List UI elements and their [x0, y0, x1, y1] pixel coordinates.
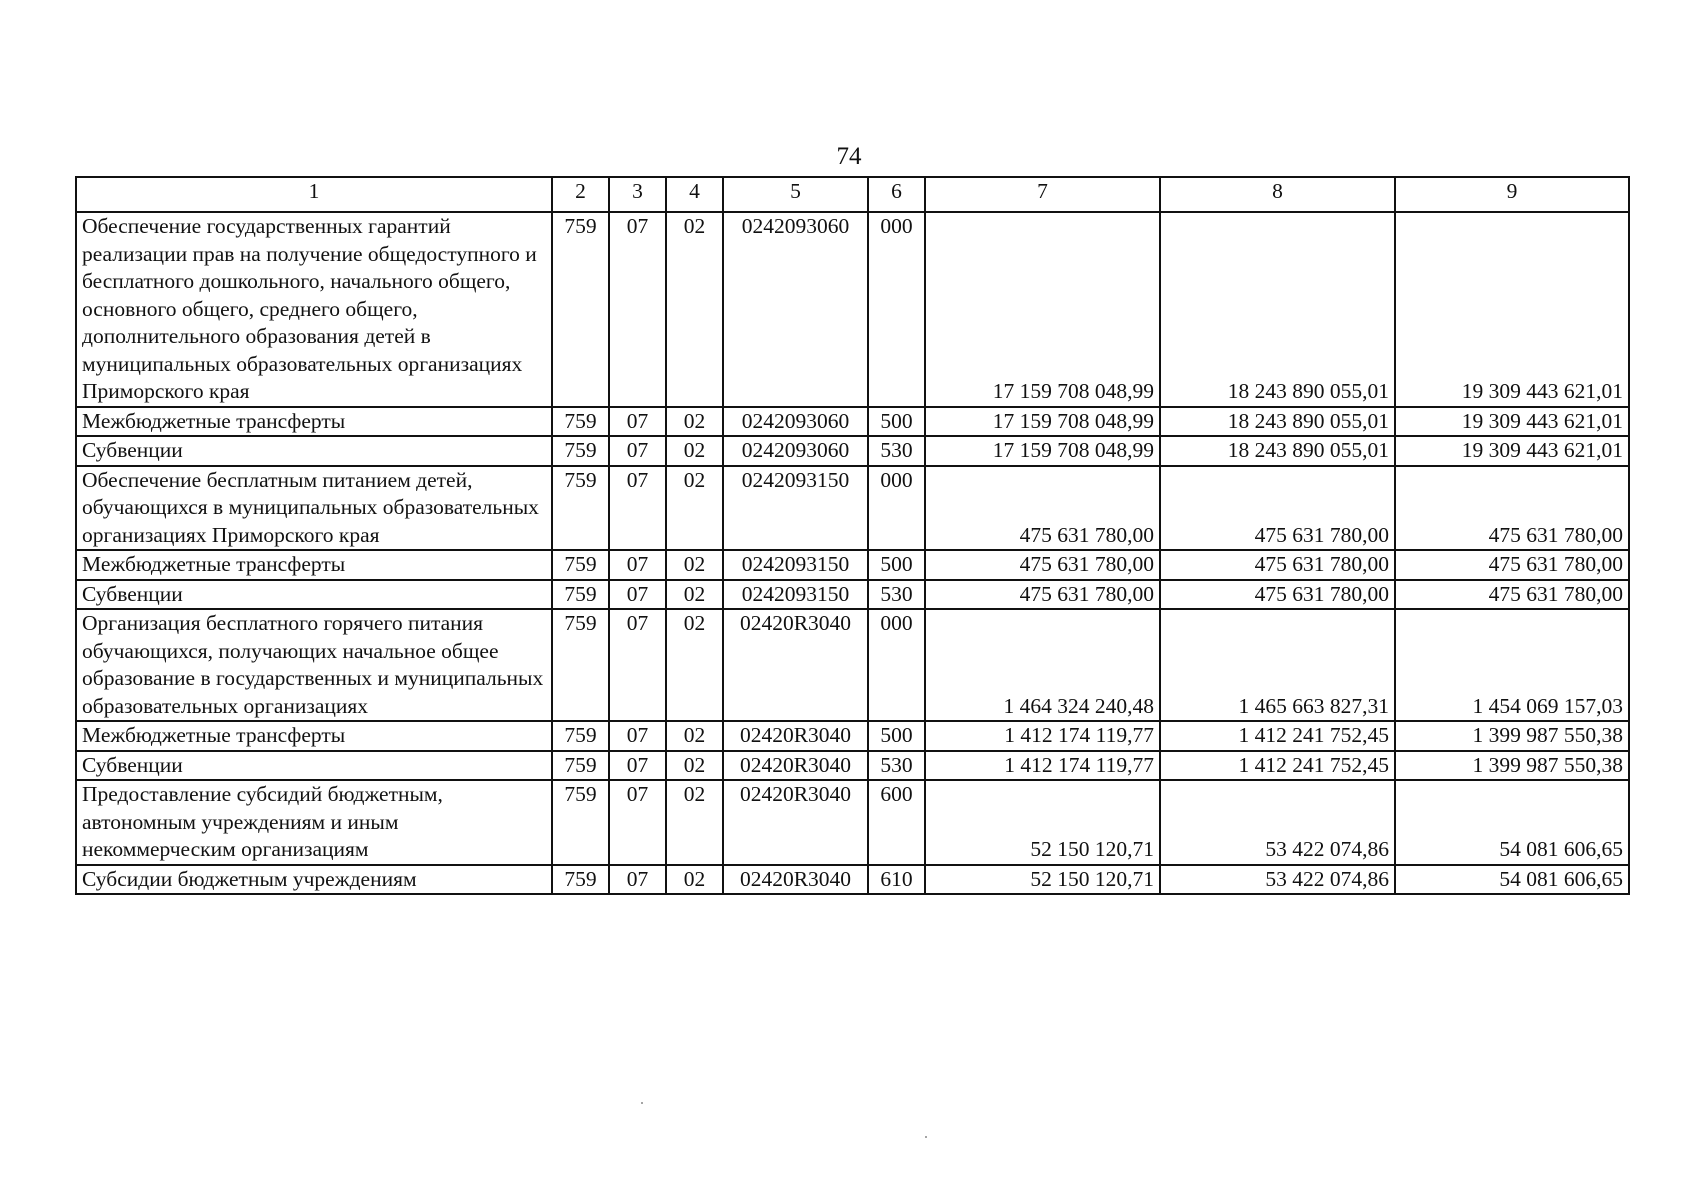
row-name: Предоставление субсидий бюджетным, автономным учреждениям и иным некоммерческим организациям — [76, 780, 552, 865]
row-amount-7: 1 412 174 119,77 — [925, 721, 1160, 751]
row-code-5: 02420R3040 — [723, 721, 868, 751]
row-code-4: 02 — [666, 865, 723, 895]
row-amount-7: 475 631 780,00 — [925, 580, 1160, 610]
table-row — [76, 212, 1629, 407]
row-amount-7: 17 159 708 048,99 — [925, 212, 1160, 407]
header-col-3: 3 — [609, 177, 666, 212]
row-name: Обеспечение государственных гарантий реализации прав на получение общедоступного и бесплатного дошкольного, начального общего, основного общего, среднего общего, дополнительного образования детей в муниципальных образовательных организациях Приморского края — [76, 212, 552, 407]
row-code-4: 02 — [666, 212, 723, 407]
header-col-5: 5 — [723, 177, 868, 212]
row-amount-8: 53 422 074,86 — [1160, 865, 1395, 895]
row-code-4: 02 — [666, 721, 723, 751]
row-name: Межбюджетные трансферты — [76, 721, 552, 751]
table-row — [76, 865, 1629, 895]
table-row — [76, 609, 1629, 721]
row-code-6: 500 — [868, 407, 925, 437]
table-row — [76, 436, 1629, 466]
row-code-3: 07 — [609, 721, 666, 751]
row-code-5: 0242093150 — [723, 550, 868, 580]
row-amount-7: 17 159 708 048,99 — [925, 436, 1160, 466]
row-code-4: 02 — [666, 751, 723, 781]
row-code-6: 500 — [868, 721, 925, 751]
row-amount-8: 18 243 890 055,01 — [1160, 407, 1395, 437]
row-code-6: 000 — [868, 466, 925, 551]
table-row — [76, 751, 1629, 781]
row-code-3: 07 — [609, 865, 666, 895]
row-amount-9: 1 399 987 550,38 — [1395, 721, 1629, 751]
row-amount-9: 475 631 780,00 — [1395, 580, 1629, 610]
row-amount-9: 54 081 606,65 — [1395, 865, 1629, 895]
scan-speck — [641, 1102, 643, 1104]
row-code-2: 759 — [552, 751, 609, 781]
row-name: Субсидии бюджетным учреждениям — [76, 865, 552, 895]
row-code-5: 02420R3040 — [723, 609, 868, 721]
row-code-2: 759 — [552, 865, 609, 895]
header-col-4: 4 — [666, 177, 723, 212]
row-code-6: 530 — [868, 580, 925, 610]
row-amount-8: 18 243 890 055,01 — [1160, 436, 1395, 466]
row-code-2: 759 — [552, 550, 609, 580]
table-row — [76, 780, 1629, 865]
row-code-4: 02 — [666, 407, 723, 437]
row-code-5: 0242093150 — [723, 466, 868, 551]
table-row — [76, 466, 1629, 551]
row-code-2: 759 — [552, 407, 609, 437]
row-code-4: 02 — [666, 436, 723, 466]
table-row — [76, 580, 1629, 610]
row-code-5: 02420R3040 — [723, 751, 868, 781]
row-code-4: 02 — [666, 780, 723, 865]
row-amount-9: 19 309 443 621,01 — [1395, 212, 1629, 407]
row-amount-8: 1 412 241 752,45 — [1160, 751, 1395, 781]
row-amount-8: 475 631 780,00 — [1160, 466, 1395, 551]
row-name: Субвенции — [76, 436, 552, 466]
header-col-2: 2 — [552, 177, 609, 212]
row-code-6: 600 — [868, 780, 925, 865]
row-code-6: 530 — [868, 751, 925, 781]
row-amount-7: 17 159 708 048,99 — [925, 407, 1160, 437]
row-code-2: 759 — [552, 466, 609, 551]
row-code-4: 02 — [666, 466, 723, 551]
row-amount-7: 475 631 780,00 — [925, 466, 1160, 551]
row-name: Организация бесплатного горячего питания обучающихся, получающих начальное общее образование в государственных и муниципальных образовательных организациях — [76, 609, 552, 721]
row-code-2: 759 — [552, 609, 609, 721]
row-code-5: 0242093060 — [723, 407, 868, 437]
row-code-3: 07 — [609, 609, 666, 721]
row-amount-7: 1 464 324 240,48 — [925, 609, 1160, 721]
header-col-8: 8 — [1160, 177, 1395, 212]
row-amount-8: 1 412 241 752,45 — [1160, 721, 1395, 751]
row-code-6: 500 — [868, 550, 925, 580]
row-amount-9: 475 631 780,00 — [1395, 550, 1629, 580]
table-row — [76, 407, 1629, 437]
row-name: Межбюджетные трансферты — [76, 407, 552, 437]
row-code-3: 07 — [609, 407, 666, 437]
row-code-6: 610 — [868, 865, 925, 895]
row-name: Субвенции — [76, 751, 552, 781]
budget-table — [75, 176, 1630, 895]
row-amount-8: 1 465 663 827,31 — [1160, 609, 1395, 721]
row-code-4: 02 — [666, 609, 723, 721]
header-col-6: 6 — [868, 177, 925, 212]
header-col-1: 1 — [76, 177, 552, 212]
header-col-7: 7 — [925, 177, 1160, 212]
row-name: Субвенции — [76, 580, 552, 610]
row-code-2: 759 — [552, 780, 609, 865]
row-name: Межбюджетные трансферты — [76, 550, 552, 580]
row-code-2: 759 — [552, 212, 609, 407]
row-code-3: 07 — [609, 580, 666, 610]
row-amount-7: 52 150 120,71 — [925, 865, 1160, 895]
row-code-4: 02 — [666, 580, 723, 610]
row-amount-8: 53 422 074,86 — [1160, 780, 1395, 865]
row-code-3: 07 — [609, 436, 666, 466]
row-amount-7: 1 412 174 119,77 — [925, 751, 1160, 781]
row-code-5: 0242093150 — [723, 580, 868, 610]
header-row — [76, 177, 1629, 212]
row-amount-8: 18 243 890 055,01 — [1160, 212, 1395, 407]
row-code-4: 02 — [666, 550, 723, 580]
row-amount-9: 1 399 987 550,38 — [1395, 751, 1629, 781]
row-amount-9: 19 309 443 621,01 — [1395, 436, 1629, 466]
header-col-9: 9 — [1395, 177, 1629, 212]
row-code-6: 530 — [868, 436, 925, 466]
row-code-6: 000 — [868, 609, 925, 721]
row-name: Обеспечение бесплатным питанием детей, обучающихся в муниципальных образовательных организациях Приморского края — [76, 466, 552, 551]
row-amount-7: 52 150 120,71 — [925, 780, 1160, 865]
row-amount-8: 475 631 780,00 — [1160, 580, 1395, 610]
row-amount-7: 475 631 780,00 — [925, 550, 1160, 580]
row-code-3: 07 — [609, 550, 666, 580]
row-amount-9: 19 309 443 621,01 — [1395, 407, 1629, 437]
row-code-3: 07 — [609, 466, 666, 551]
page-number: 74 — [836, 143, 862, 170]
row-code-3: 07 — [609, 780, 666, 865]
row-code-5: 02420R3040 — [723, 780, 868, 865]
scan-speck — [925, 1136, 927, 1138]
row-amount-9: 1 454 069 157,03 — [1395, 609, 1629, 721]
row-amount-9: 54 081 606,65 — [1395, 780, 1629, 865]
row-amount-8: 475 631 780,00 — [1160, 550, 1395, 580]
row-code-6: 000 — [868, 212, 925, 407]
row-code-5: 02420R3040 — [723, 865, 868, 895]
row-code-5: 0242093060 — [723, 436, 868, 466]
row-code-2: 759 — [552, 436, 609, 466]
table-row — [76, 721, 1629, 751]
row-code-2: 759 — [552, 580, 609, 610]
row-code-3: 07 — [609, 212, 666, 407]
row-code-5: 0242093060 — [723, 212, 868, 407]
row-code-2: 759 — [552, 721, 609, 751]
row-code-3: 07 — [609, 751, 666, 781]
row-amount-9: 475 631 780,00 — [1395, 466, 1629, 551]
table-row — [76, 550, 1629, 580]
